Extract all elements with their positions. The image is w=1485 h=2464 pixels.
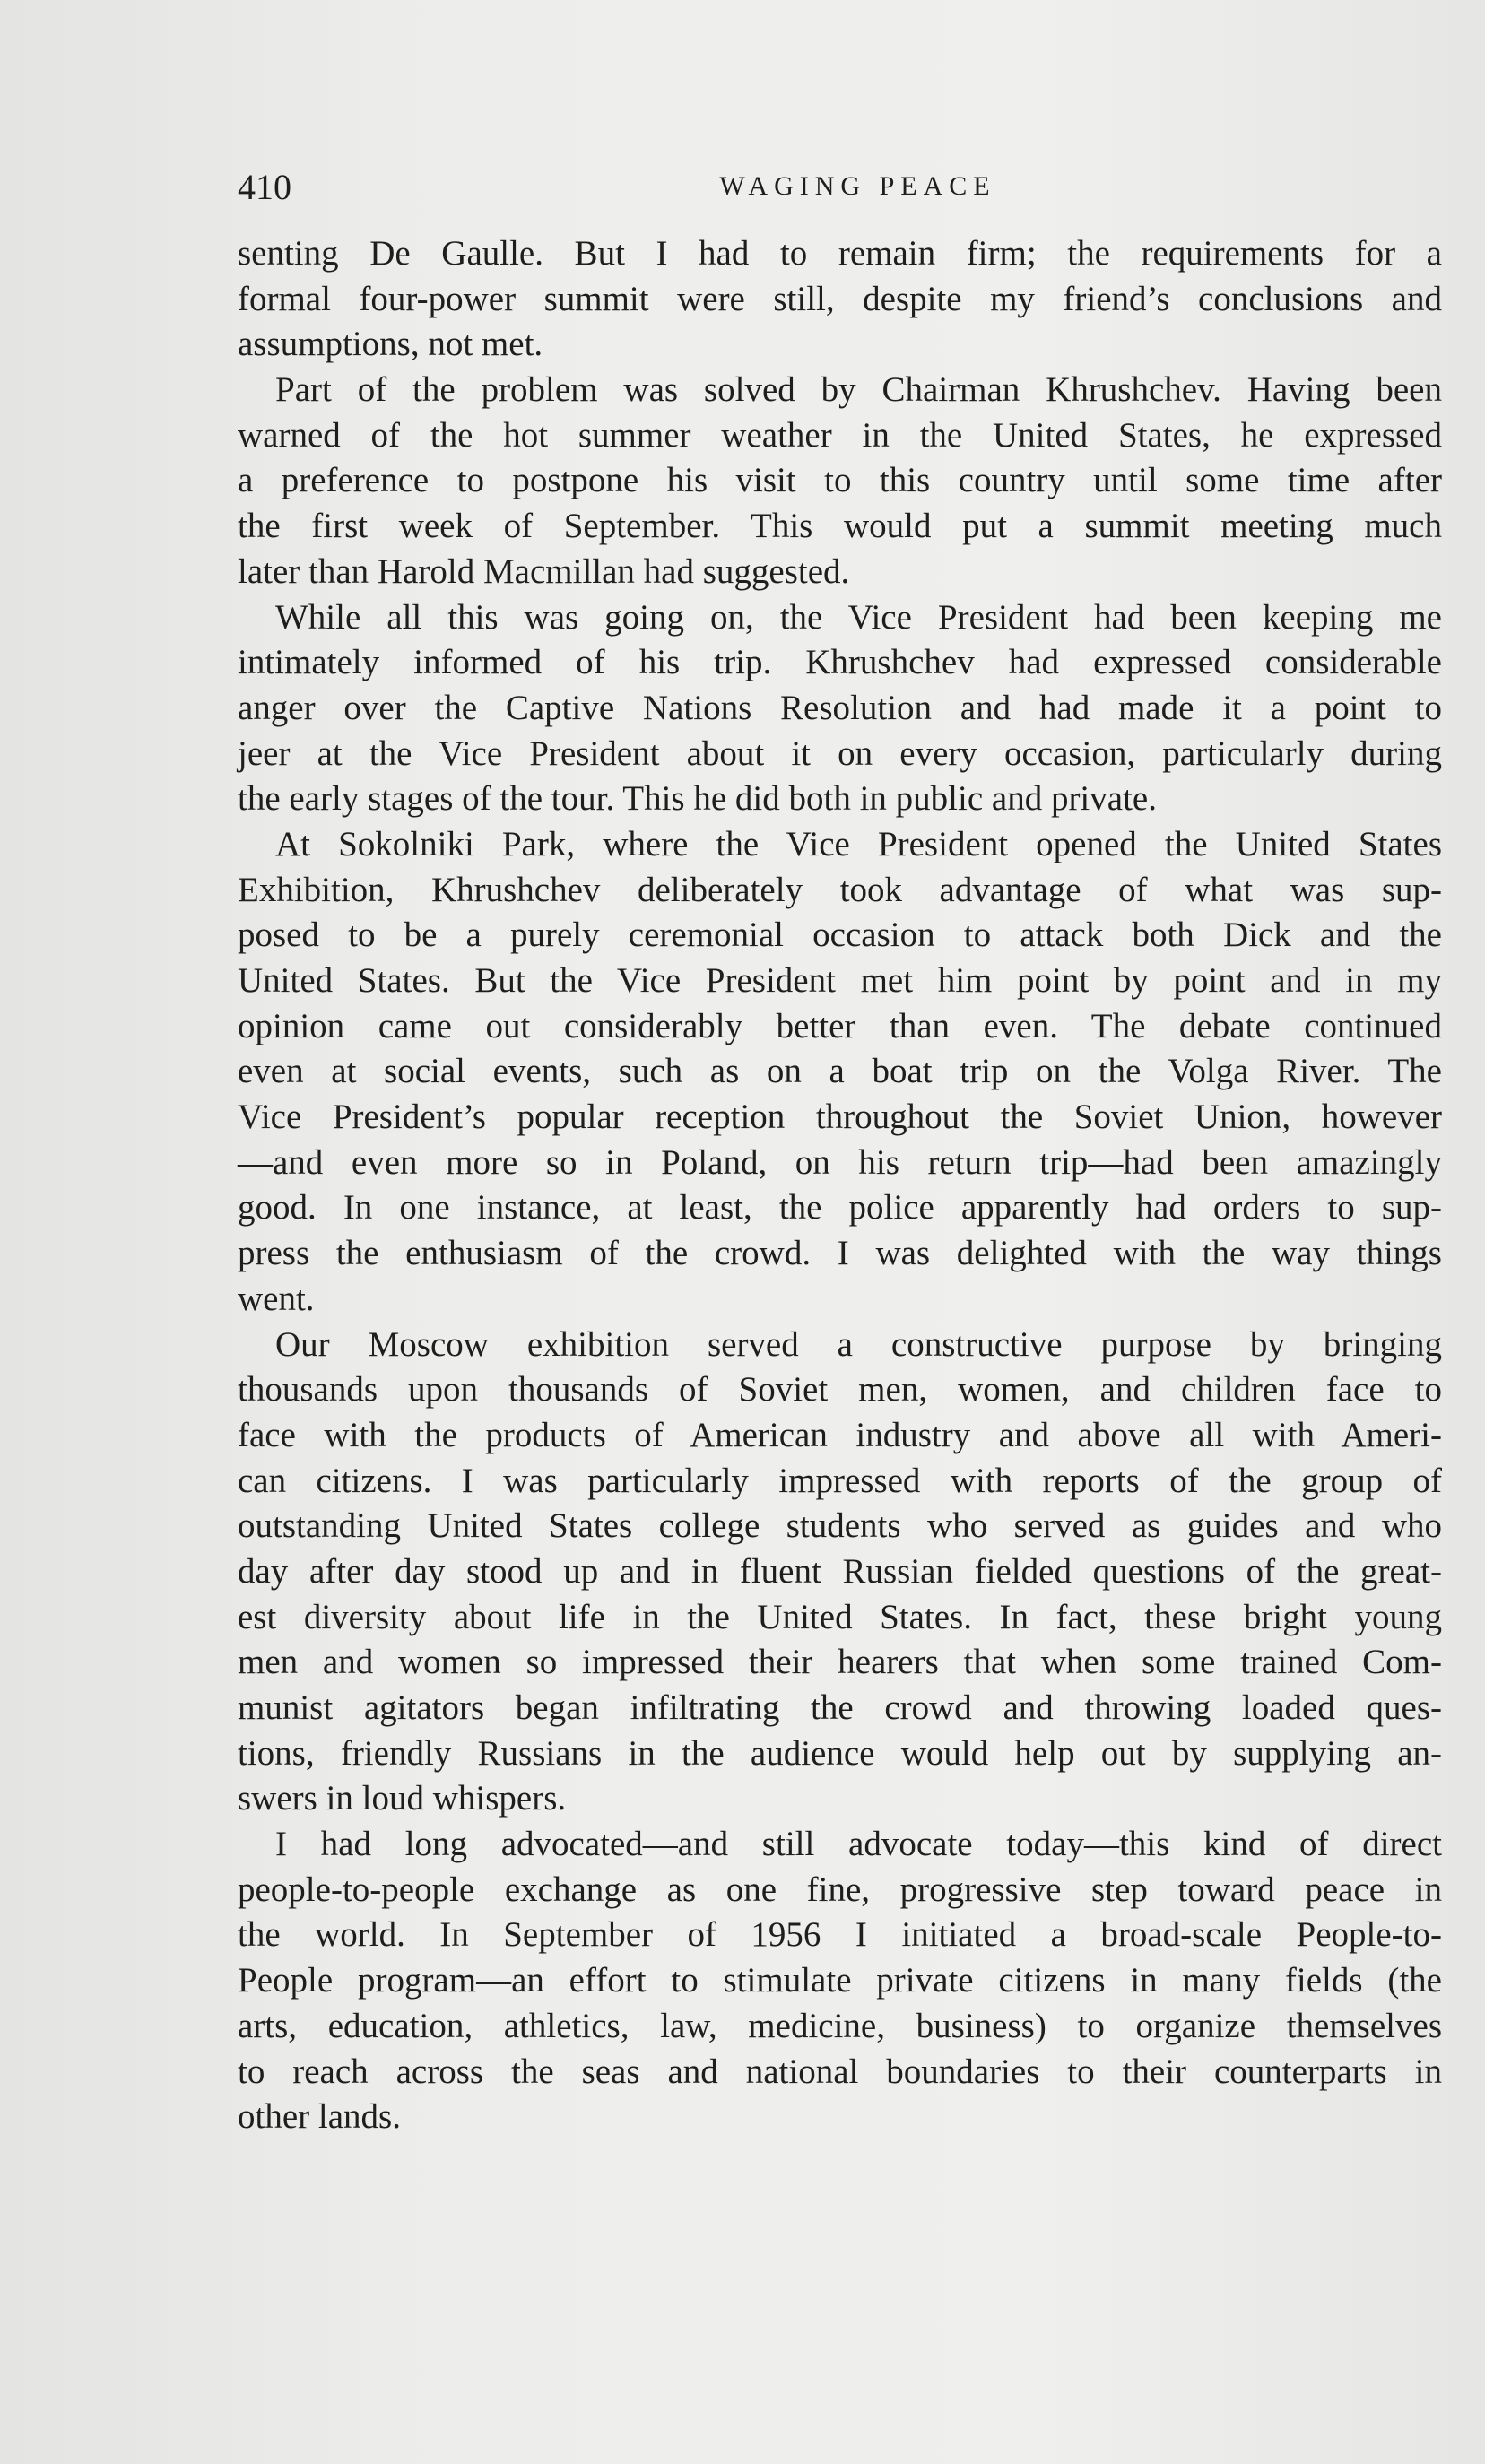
page-number: 410 (238, 167, 291, 207)
text-line: Our Moscow exhibition served a constructive purpose by bringing (275, 1324, 1442, 1364)
text-line: went. (238, 1279, 315, 1318)
text-line: People program—an effort to stimulate private citizens in many fields (the (238, 1961, 1442, 2000)
paragraph (238, 368, 1442, 594)
text-line: Exhibition, Khrushchev deliberately took advantage of what was sup- (238, 870, 1442, 909)
text-line: thousands upon thousands of Soviet men, women, and children face to (238, 1370, 1442, 1410)
text-line: est diversity about life in the United States. In fact, these bright young (238, 1597, 1442, 1636)
text-line: later than Harold Macmillan had suggested. (238, 551, 850, 591)
text-line: I had long advocated—and still advocate today—this kind of direct (275, 1825, 1442, 1864)
paragraph (238, 822, 1442, 1323)
text-line: face with the products of American industry and above all with Ameri- (238, 1415, 1442, 1454)
text-line: even at social events, such as on a boat trip on the Volga River. The (238, 1052, 1442, 1091)
paragraph (238, 595, 1442, 822)
running-title: WAGING PEACE (719, 171, 996, 201)
text-line: intimately informed of his trip. Khrushchev had expressed considerable (238, 643, 1442, 682)
paragraph (238, 231, 1442, 368)
text-line: warned of the hot summer weather in the United States, he expressed (238, 415, 1442, 455)
text-line: good. In one instance, at least, the police apparently had orders to sup- (238, 1188, 1442, 1228)
text-line: press the enthusiasm of the crowd. I was delighted with the way things (238, 1234, 1442, 1273)
text-line: the early stages of the tour. This he did both in public and private. (238, 779, 1157, 819)
text-line: the first week of September. This would put a summit meeting much (238, 507, 1442, 546)
text-line: formal four-power summit were still, despite my friend’s conclusions and (238, 279, 1442, 318)
text-line: people-to-people exchange as one fine, progressive step toward peace in (238, 1870, 1442, 1909)
text-line: posed to be a purely ceremonial occasion to attack both Dick and the (238, 915, 1442, 955)
text-line: At Sokolniki Park, where the Vice President opened the United States (275, 824, 1442, 863)
text-line: tions, friendly Russians in the audience would help out by supplying an- (238, 1733, 1442, 1773)
text-line: munist agitators began infiltrating the crowd and throwing loaded ques- (238, 1688, 1442, 1727)
text-line: Vice President’s popular reception throughout the Soviet Union, however (238, 1098, 1442, 1137)
text-line: a preference to postpone his visit to this country until some time after (238, 461, 1442, 500)
text-line: arts, education, athletics, law, medicine, business) to organize themselves (238, 2006, 1442, 2045)
text-line: day after day stood up and in fluent Russian fielded questions of the great- (238, 1551, 1442, 1591)
body-text (238, 231, 1442, 2140)
text-line: swers in loud whispers. (238, 1779, 567, 1818)
text-line: assumptions, not met. (238, 325, 543, 364)
page-header (238, 166, 1442, 211)
text-line: anger over the Captive Nations Resolution and had made it a point to (238, 688, 1442, 727)
text-line: can citizens. I was particularly impressed with reports of the group of (238, 1461, 1442, 1500)
text-line: jeer at the Vice President about it on every occasion, particularly during (238, 733, 1442, 773)
text-line: senting De Gaulle. But I had to remain firm; the requirements for a (238, 234, 1442, 273)
text-line: Part of the problem was solved by Chairman Khrushchev. Having been (275, 370, 1442, 410)
text-line: to reach across the seas and national boundaries to their counterparts in (238, 2052, 1442, 2091)
text-line: other lands. (238, 2097, 401, 2137)
text-line: outstanding United States college students who served as guides and who (238, 1506, 1442, 1546)
text-line: men and women so impressed their hearers that when some trained Com- (238, 1643, 1442, 1682)
paragraph (238, 1323, 1442, 1823)
text-line: While all this was going on, the Vice President had been keeping me (275, 597, 1442, 637)
text-line: United States. But the Vice President met him point by point and in my (238, 961, 1442, 1000)
text-line: —and even more so in Poland, on his return trip—had been amazingly (238, 1142, 1442, 1182)
paragraph (238, 1822, 1442, 2140)
text-line: the world. In September of 1956 I initiated a broad-scale People-to- (238, 1915, 1442, 1955)
text-line: opinion came out considerably better than even. The debate continued (238, 1006, 1442, 1045)
